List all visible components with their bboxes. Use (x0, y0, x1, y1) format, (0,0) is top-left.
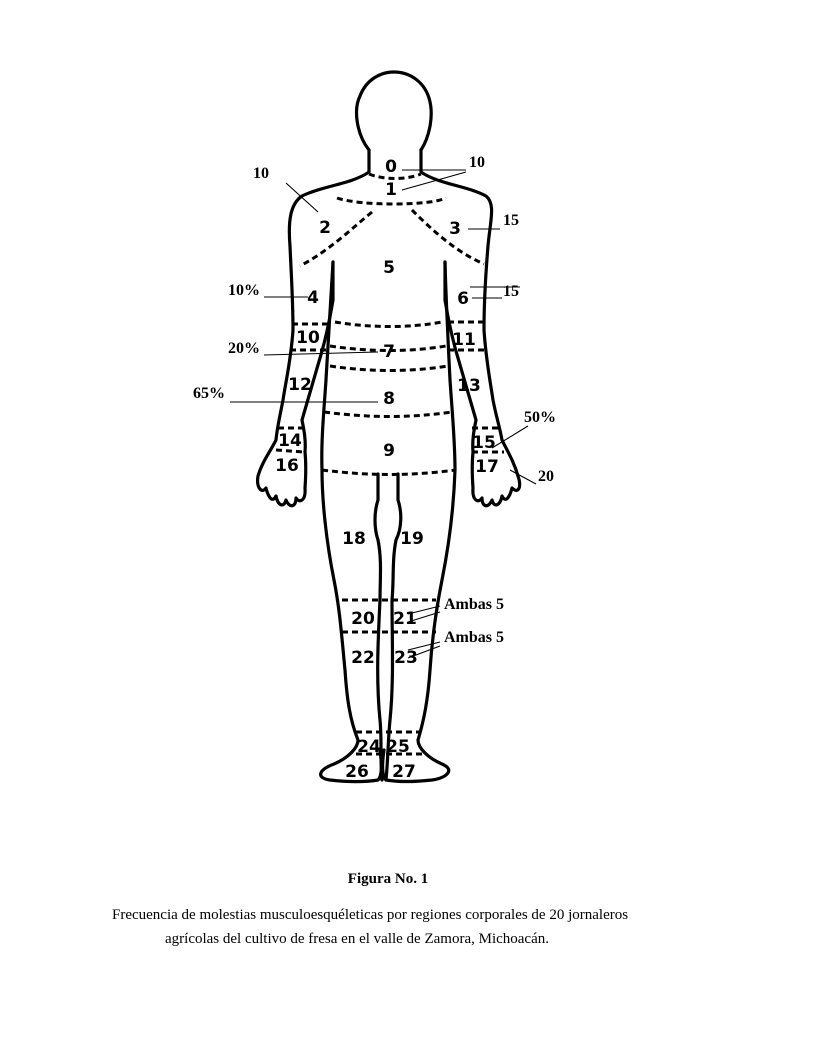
region-label-3: 3 (449, 219, 461, 239)
figure-title: Figura No. 1 (347, 871, 429, 887)
callout-right-hand: 20 (538, 468, 554, 485)
head-outline (357, 72, 432, 150)
region-label-2: 2 (319, 218, 331, 238)
callout-left-elbow: 20% (228, 340, 260, 357)
figure-caption (112, 903, 712, 951)
region-label-24: 24 (357, 737, 381, 757)
region-label-6: 6 (457, 289, 469, 309)
region-label-7: 7 (383, 342, 395, 362)
inner-leg-outline (375, 474, 382, 780)
callout-labels (193, 154, 556, 646)
region-label-22: 22 (351, 648, 375, 668)
callout-lower-legs: Ambas 5 (444, 629, 505, 646)
region-label-17: 17 (475, 457, 499, 477)
region-label-12: 12 (288, 375, 312, 395)
callout-right-shoulder: 15 (503, 212, 519, 229)
region-label-8: 8 (383, 389, 395, 409)
leader-lines (230, 170, 536, 658)
callout-left-shoulder: 10 (253, 165, 269, 182)
left-torso-outline (321, 262, 382, 782)
region-label-9: 9 (383, 441, 395, 461)
region-labels (275, 157, 499, 782)
region-label-10: 10 (296, 328, 320, 348)
region-label-27: 27 (392, 762, 416, 782)
callout-left-upper-arm: 10% (228, 282, 260, 299)
region-label-0: 0 (385, 157, 397, 177)
right-side-outline (421, 150, 520, 506)
callout-left-forearm: 65% (193, 385, 225, 402)
region-label-20: 20 (351, 609, 375, 629)
region-label-14: 14 (278, 431, 302, 451)
callout-right-upper-arm: 15 (503, 283, 519, 300)
callout-neck: 10 (469, 154, 485, 171)
region-label-11: 11 (452, 330, 476, 350)
figure-caption-line-2: agrícolas del cultivo de fresa en el valle de Zamora, Michoacán. (165, 931, 549, 947)
region-label-16: 16 (275, 456, 299, 476)
region-label-23: 23 (394, 648, 418, 668)
region-label-1: 1 (385, 180, 397, 200)
region-label-25: 25 (386, 737, 410, 757)
right-torso-outline (383, 262, 455, 782)
region-label-21: 21 (393, 609, 417, 629)
region-label-18: 18 (342, 529, 366, 549)
callout-right-wrist: 50% (524, 409, 556, 426)
region-label-19: 19 (400, 529, 424, 549)
region-label-4: 4 (307, 288, 319, 308)
figure-caption-line-1: Frecuencia de molestias musculoesquéleticas por regiones corporales de 20 jornaleros (112, 907, 629, 923)
callout-knees: Ambas 5 (444, 596, 505, 613)
region-label-5: 5 (383, 258, 395, 278)
region-label-26: 26 (345, 762, 369, 782)
region-label-15: 15 (472, 433, 496, 453)
region-label-13: 13 (457, 376, 481, 396)
